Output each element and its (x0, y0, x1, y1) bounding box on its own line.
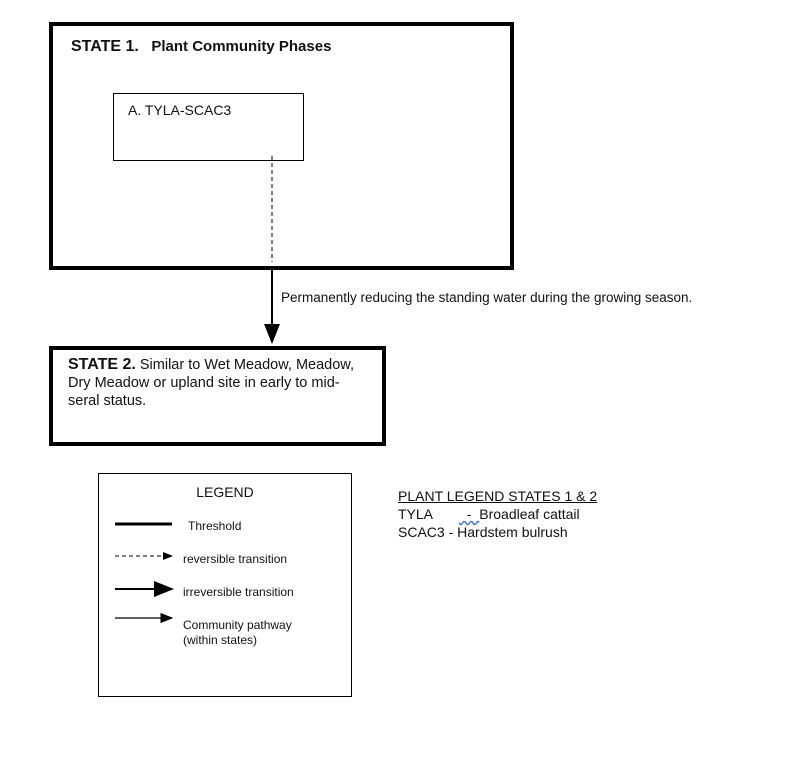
state-1-subtitle: Plant Community Phases (151, 38, 332, 55)
legend-reversible-label: reversible transition (183, 552, 288, 566)
plant-code: SCAC3 (398, 524, 445, 540)
state-2-label: STATE 2. (68, 356, 136, 373)
plant-code: TYLA (398, 506, 434, 522)
state-1-label: STATE 1. (71, 38, 139, 55)
state-2-box (49, 346, 386, 446)
state-2-description: Similar to Wet Meadow, Meadow, Dry Meadow or upland site in early to mid-seral status. (68, 357, 354, 409)
legend-irreversible-label: irreversible transition (183, 585, 294, 599)
transition-label: Permanently reducing the standing water during the growing season. (281, 290, 693, 305)
plant-legend (398, 487, 597, 541)
legend-title: LEGEND (196, 484, 254, 500)
legend-community-label-1: Community pathway (183, 618, 292, 632)
plant-row-tyla (398, 505, 597, 523)
plant-separator: - (444, 524, 458, 540)
state-2-text (68, 356, 368, 410)
plant-name: Broadleaf cattail (479, 506, 580, 522)
plant-name: Hardstem bulrush (457, 524, 568, 540)
plant-row-scac3 (398, 523, 597, 541)
legend-threshold-label: Threshold (188, 519, 242, 533)
phase-a-label: A. TYLA-SCAC3 (128, 102, 232, 118)
plant-separator: - (459, 506, 480, 522)
legend-community-label-2: (within states) (183, 633, 258, 647)
legend-box (98, 473, 352, 697)
plant-legend-title: PLANT LEGEND STATES 1 & 2 (398, 488, 598, 504)
